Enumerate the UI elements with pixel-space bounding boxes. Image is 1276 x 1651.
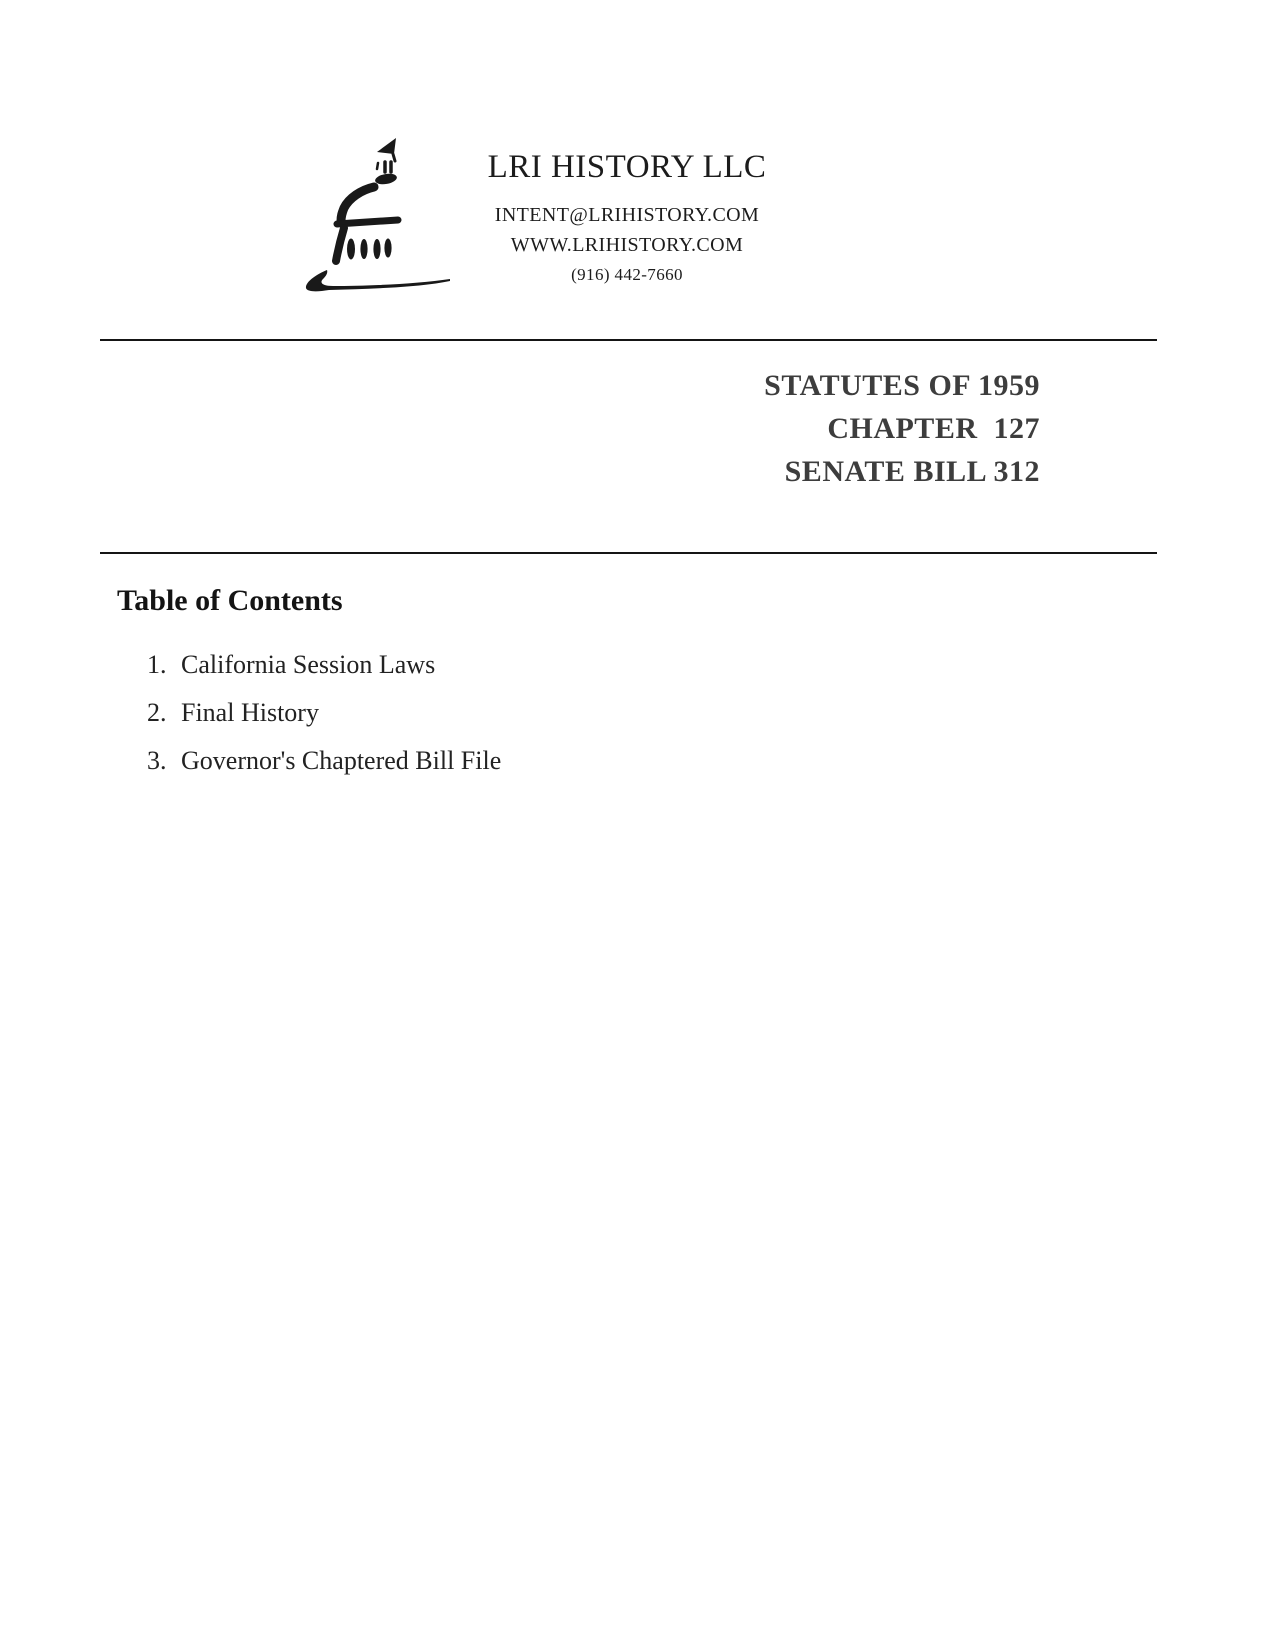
chapter-number-line: CHAPTER 127 (827, 412, 1040, 445)
horizontal-rule-bottom (100, 552, 1157, 554)
toc-item-final-history (147, 698, 501, 728)
toc-item-number: 2. (147, 698, 167, 727)
logo-flag-shape (377, 138, 396, 154)
toc-item-number: 3. (147, 746, 167, 775)
toc-item-label: Final History (181, 698, 319, 727)
company-name: LRI HISTORY LLC (487, 149, 767, 185)
capitol-dome-logo (297, 130, 457, 298)
company-website: WWW.LRIHISTORY.COM (510, 234, 744, 256)
toc-item-number: 1. (147, 650, 167, 679)
toc-list (147, 650, 501, 794)
senate-bill-line: SENATE BILL 312 (784, 455, 1040, 488)
company-phone: (916) 442-7660 (571, 265, 683, 284)
toc-item-label: California Session Laws (181, 650, 436, 679)
toc-title: Table of Contents (117, 584, 343, 617)
company-email: INTENT@LRIHISTORY.COM (494, 204, 760, 226)
letterhead (462, 148, 792, 290)
horizontal-rule-top (100, 339, 1157, 341)
toc-item-label: Governor's Chaptered Bill File (181, 746, 502, 775)
toc-item-chaptered-bill-file (147, 746, 501, 776)
statutes-year-line: STATUTES OF 1959 (764, 369, 1040, 402)
toc-item-session-laws (147, 650, 501, 680)
document-heading (640, 364, 1040, 493)
